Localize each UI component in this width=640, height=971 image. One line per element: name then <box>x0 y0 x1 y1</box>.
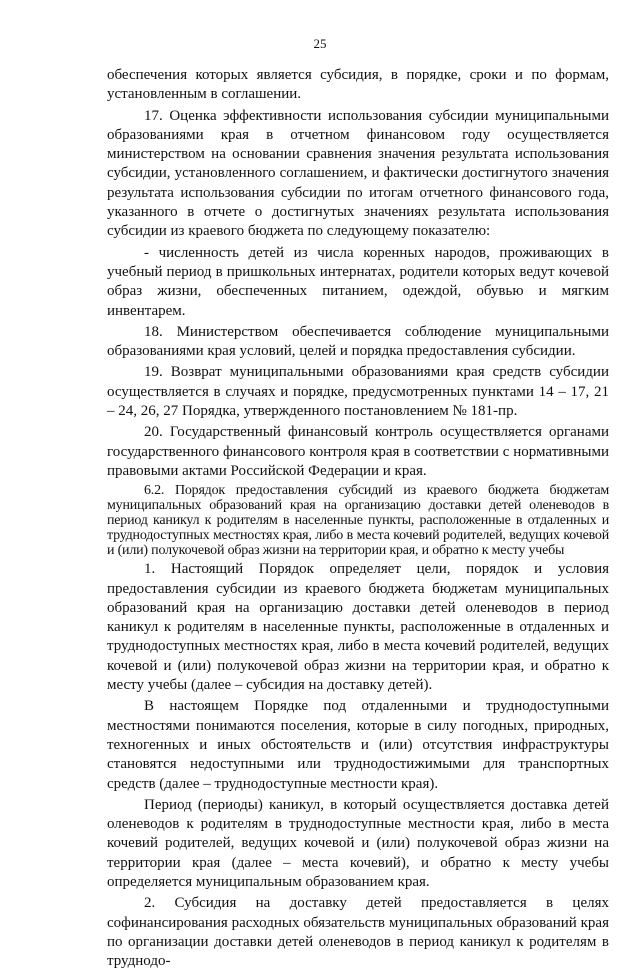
paragraph-item-20: 20. Государственный финансовый контроль осуществляется органами государственного финансового контроля края в соответствии с нормативными правовыми актами Российской Федерации и края. <box>107 424 609 479</box>
paragraph-item-19: 19. Возврат муниципальными образованиями края средств субсидии осуществляется в случаях и порядке, предусмотренных пунктами 14 – 17, 21 – 24, 26, 27 Порядка, утвержденного постановлением № 181-пр. <box>107 364 609 420</box>
paragraph-item-18: 18. Министерством обеспечивается соблюдение муниципальными образованиями края условий, целей и порядка предоставления субсидии. <box>107 323 609 360</box>
section-heading-6-2: 6.2. Порядок предоставления субсидий из краевого бюджета бюджетам муниципальных образований края на организацию доставки детей оленеводов в период каникул к родителям в населенные пункты, расположенные в отдаленных и труднодоступных местностях края, либо в места кочевий родителей, ведущих кочевой и (или) полукочевой образ жизни на территории края, и обратно к месту учебы <box>107 483 609 559</box>
paragraph-remote-areas: В настоящем Порядке под отдаленными и труднодоступными местностями понимаются поселения, которые в силу погодных, природных, техногенных и иных обстоятельств и (или) отсутствия инфраструктуры становятся недоступными или труднодостижимыми для транспортных средств (далее – труднодоступные местности края). <box>107 698 609 792</box>
paragraph-indicator: - численность детей из числа коренных народов, проживающих в учебный период в пришкольных интернатах, родители которых ведут кочевой образ жизни, обеспеченных питанием, одеждой, обувью и мягким инвентарем. <box>107 244 609 319</box>
document-body <box>107 66 609 971</box>
paragraph-item-2: 2. Субсидия на доставку детей предоставляется в целях софинансирования расходных обязательств муниципальных образований края по организации доставки детей оленеводов в период каникул к родителям в труднодо- <box>107 895 609 970</box>
page-number: 25 <box>313 36 327 51</box>
paragraph-item-17: 17. Оценка эффективности использования субсидии муниципальными образованиями края в отчетном финансовом году осуществляется министерством на основании сравнения значения результата использования субсидии, установленного соглашением, и фактически достигнутого значения результата использования субсидии по итогам отчетного финансового года, указанного в отчете о достигнутых значениях результата использования субсидии из краевого бюджета по следующему показателю: <box>107 107 609 240</box>
paragraph-continuation: обеспечения которых является субсидия, в порядке, сроки и по формам, установленным в соглашении. <box>107 67 609 103</box>
paragraph-item-1: 1. Настоящий Порядок определяет цели, порядок и условия предоставления субсидии из краевого бюджета бюджетам муниципальных образований края на организацию доставки детей оленеводов в период каникул к родителям в населенные пункты, расположенные в отдаленных и труднодоступных местностях края, либо в места кочевий родителей, ведущих кочевой и (или) полукочевой образ жизни на территории края, и обратно к месту учебы (далее – субсидия на доставку детей). <box>107 561 609 694</box>
paragraph-vacation-period: Период (периоды) каникул, в который осуществляется доставка детей оленеводов к родителям в труднодоступные местности края, либо в места кочевий родителей, ведущих кочевой и (или) полукочевой образ жизни на территории края (далее – места кочевий), и обратно к месту учебы определяется муниципальным образованием края. <box>107 796 609 890</box>
